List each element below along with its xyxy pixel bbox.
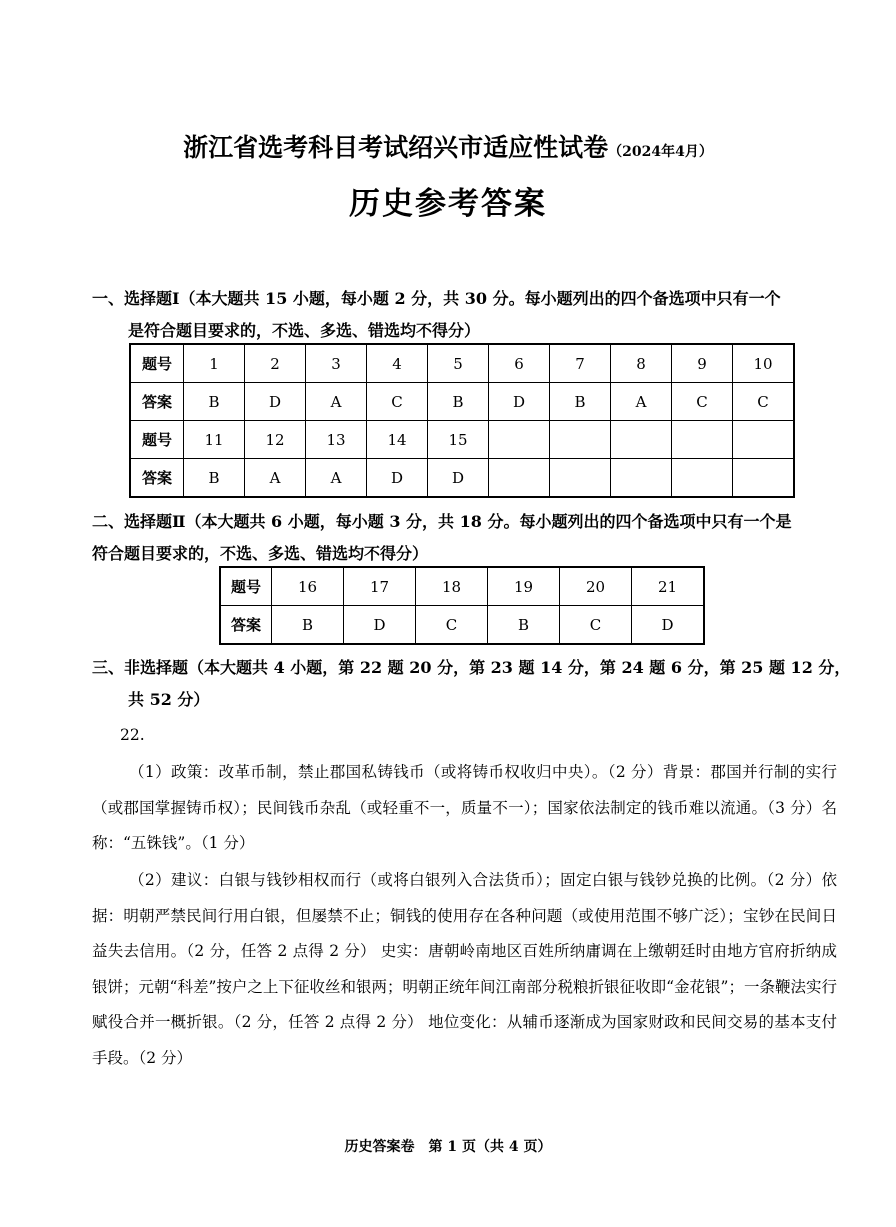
answer-cell: A [245,459,306,498]
header-cell: 答案 [130,459,184,498]
table-row [130,421,794,459]
table-row [220,606,704,645]
header-cell: 题号 [130,344,184,383]
title-date: （2024年4月） [608,144,713,160]
answer-cell: C [416,606,488,645]
answer-cell: D [632,606,705,645]
answer-cell: B [184,383,245,421]
empty-cell [733,421,795,459]
number-cell: 4 [367,344,428,383]
section-2-heading [92,506,852,570]
empty-cell [733,459,795,498]
section-3-line1: 三、非选择题（本大题共 4 小题，第 22 题 20 分，第 23 题 14 分，第 24 题 6 分，第 25 题 12 分， [92,658,851,677]
number-cell: 15 [428,421,489,459]
answer-table-1 [129,343,795,498]
table-row [130,383,794,421]
table-row [220,567,704,606]
section-2-line1: 二、选择题Ⅱ（本大题共 6 小题，每小题 3 分，共 18 分。每小题列出的四个备选项中只有一个是 [92,512,792,531]
answer-cell: D [489,383,550,421]
answer-cell: D [367,459,428,498]
page-subtitle: 历史参考答案 [349,186,547,222]
question-number: 22. [120,726,145,744]
section-3-heading [92,652,852,716]
number-cell: 21 [632,567,705,606]
number-cell: 1 [184,344,245,383]
header-cell: 答案 [130,383,184,421]
number-cell: 12 [245,421,306,459]
answer-paragraph-1: （1）政策：改革币制，禁止郡国私铸钱币（或将铸币权收归中央）。（2 分）背景：郡国并行制的实行（或郡国掌握铸币权）；民间钱币杂乱（或轻重不一，质量不一）；国家依法制定的钱币难以流通。（3 分）名称：“五铢钱”。（1 分） [92,763,837,852]
number-cell: 11 [184,421,245,459]
answer-cell: D [344,606,416,645]
number-cell: 5 [428,344,489,383]
number-cell: 17 [344,567,416,606]
empty-cell [550,459,611,498]
page-footer: 历史答案卷 第 1 页（共 4 页） [344,1139,552,1155]
answer-cell: B [184,459,245,498]
answer-cell: C [560,606,632,645]
answer-cell: B [488,606,560,645]
empty-cell [489,459,550,498]
section-1-line1: 一、选择题Ⅰ（本大题共 15 小题，每小题 2 分，共 30 分。每小题列出的四个备选项中只有一个 [92,289,781,308]
page-title: 浙江省选考科目考试绍兴市适应性试卷（2024年4月） [183,133,713,162]
table-row [130,344,794,383]
number-cell: 13 [306,421,367,459]
answer-cell: D [428,459,489,498]
section-3-line2: 共 52 分） [128,690,210,709]
empty-cell [672,459,733,498]
empty-cell [489,421,550,459]
number-cell: 20 [560,567,632,606]
number-cell: 18 [416,567,488,606]
number-cell: 3 [306,344,367,383]
number-cell: 6 [489,344,550,383]
answer-paragraph-2: （2）建议：白银与钱钞相权而行（或将白银列入合法货币）；固定白银与钱钞兑换的比例。（2 分）依据：明朝严禁民间行用白银，但屡禁不止；铜钱的使用存在各种问题（或使用范围不够广泛）；宝钞在民间日益失去信用。（2 分，任答 2 点得 2 分） 史实：唐朝岭南地区百姓所纳庸调在上缴朝廷时由地方官府折纳成银饼；元朝“科差”按户之上下征收丝和银两；明朝正统年间江南部分税粮折银征收即“金花银”；一条鞭法实行赋役合并一概折银。（2 分，任答 2 点得 2 分） 地位变化：从辅币逐渐成为国家财政和民间交易的基本支付手段。（2 分） [92,871,837,1067]
number-cell: 7 [550,344,611,383]
number-cell: 2 [245,344,306,383]
answer-cell: C [733,383,795,421]
number-cell: 16 [272,567,344,606]
number-cell: 8 [611,344,672,383]
section-2-line2: 符合题目要求的，不选、多选、错选均不得分） [92,544,429,563]
answer-cell: A [306,383,367,421]
number-cell: 10 [733,344,795,383]
empty-cell [550,421,611,459]
empty-cell [672,421,733,459]
answer-cell: C [672,383,733,421]
empty-cell [611,459,672,498]
header-cell: 题号 [130,421,184,459]
answer-cell: A [306,459,367,498]
answer-cell: B [550,383,611,421]
section-1-heading [92,283,852,347]
answer-cell: C [367,383,428,421]
answer-cell: A [611,383,672,421]
number-cell: 9 [672,344,733,383]
table-row [130,459,794,498]
number-cell: 19 [488,567,560,606]
header-cell: 题号 [220,567,272,606]
answer-cell: B [272,606,344,645]
header-cell: 答案 [220,606,272,645]
answer-table-2 [219,566,705,645]
answer-cell: B [428,383,489,421]
empty-cell [611,421,672,459]
answer-cell: D [245,383,306,421]
section-1-line2: 是符合题目要求的，不选、多选、错选均不得分） [128,321,481,340]
number-cell: 14 [367,421,428,459]
